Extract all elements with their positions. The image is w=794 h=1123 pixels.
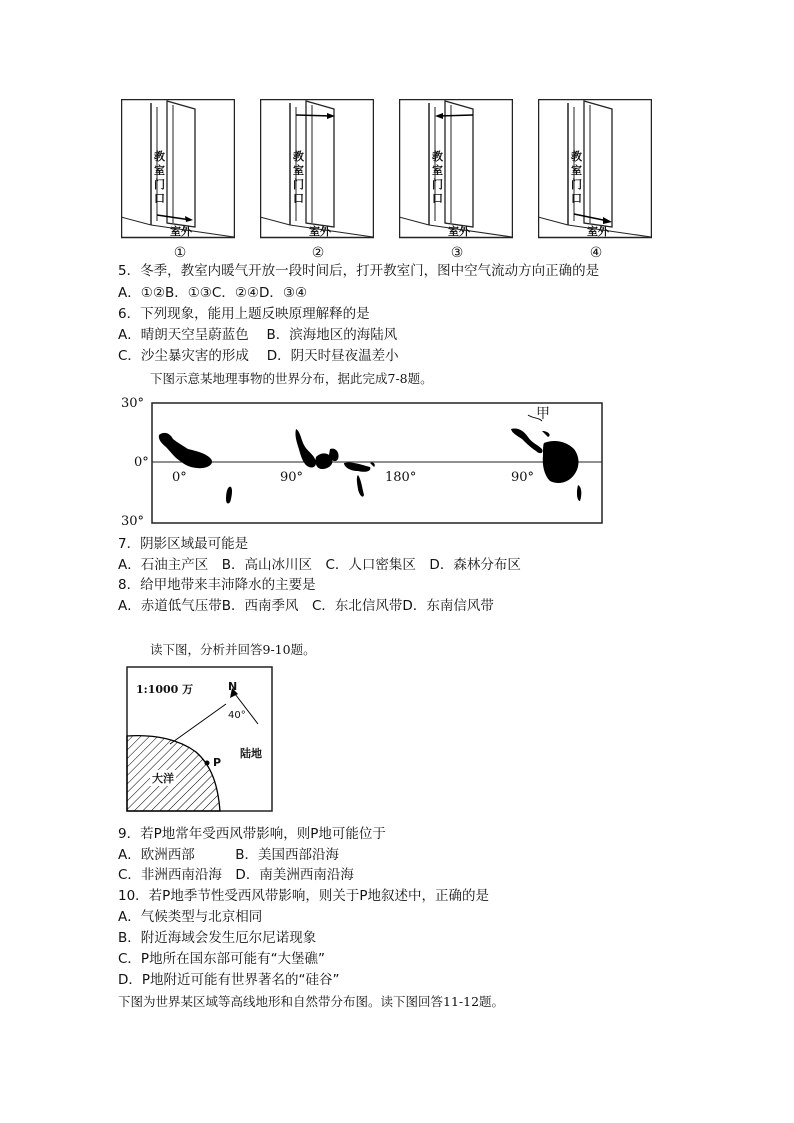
door-1-outside-label: 室外 <box>170 225 192 238</box>
question-9-stem: 9．若P地常年受西风带影响，则P地可能位于 <box>118 826 386 842</box>
door-2-figure <box>260 99 374 239</box>
marker-jia: 甲 <box>536 406 550 422</box>
question-7-options: A．石油主产区 B．高山冰川区 C．人口密集区 D．森林分布区 <box>118 557 521 573</box>
latitude-label-equator: 0° <box>134 455 149 470</box>
door-label-char: 室 <box>571 164 582 177</box>
door-1-label <box>154 150 168 206</box>
question-5-options: A．①②B．①③C．②④D．③④ <box>118 285 308 301</box>
question-10-option-c: C．P地所在国东部可能有“大堡礁” <box>118 951 326 967</box>
door-label-char: 口 <box>432 192 443 205</box>
door-2-number: ② <box>311 245 325 261</box>
door-label-char: 口 <box>571 192 582 205</box>
question-8-stem: 8．给甲地带来丰沛降水的主要是 <box>118 577 316 593</box>
question-9-options-ab: A．欧洲西部 B．美国西部沿海 <box>118 847 339 863</box>
door-2-label <box>293 150 307 206</box>
question-7-stem: 7．阴影区域最可能是 <box>118 536 249 552</box>
door-3-outside-label: 室外 <box>448 225 470 238</box>
intro-9-10: 读下图，分析并回答9-10题。 <box>150 642 316 657</box>
door-label-char: 室 <box>293 164 304 177</box>
door-3-label <box>432 150 446 206</box>
door-label-char: 门 <box>571 178 582 191</box>
door-label-char: 门 <box>432 178 443 191</box>
door-label-char: 教 <box>432 150 443 163</box>
door-3-number: ③ <box>450 245 464 261</box>
door-3-figure <box>399 99 513 239</box>
longitude-label-0: 0° <box>172 470 187 485</box>
door-label-char: 教 <box>154 150 165 163</box>
door-4-label <box>571 150 585 206</box>
longitude-label-180: 180° <box>385 470 417 485</box>
question-5-stem: 5．冬季，教室内暖气开放一段时间后，打开教室门，图中空气流动方向正确的是 <box>118 263 600 279</box>
land-label: 陆地 <box>240 747 262 760</box>
angle-label: 40° <box>228 710 246 721</box>
door-4-number: ④ <box>589 245 603 261</box>
question-6-stem: 6．下列现象，能用上题反映原理解释的是 <box>118 306 370 322</box>
longitude-label-90e: 90° <box>280 470 304 485</box>
latitude-label-30n: 30° <box>121 396 145 411</box>
ocean-label: 大洋 <box>152 772 174 785</box>
intro-7-8: 下图示意某地理事物的世界分布，据此完成7-8题。 <box>150 371 433 386</box>
question-9-options-cd: C．非洲西南沿海 D．南美洲西南沿海 <box>118 867 354 883</box>
door-label-char: 室 <box>432 164 443 177</box>
door-label-char: 室 <box>154 164 165 177</box>
latitude-label-30s: 30° <box>121 514 145 529</box>
question-8-options: A．赤道低气压带B．西南季风 C．东北信风带D．东南信风带 <box>118 598 494 614</box>
question-6-options-ab: A．晴朗天空呈蔚蓝色 B．滨海地区的海陆风 <box>118 327 398 343</box>
intro-11-12: 下图为世界某区域等高线地形和自然带分布图。读下图回答11-12题。 <box>118 994 505 1009</box>
question-10-option-a: A．气候类型与北京相同 <box>118 909 263 925</box>
question-10-option-b: B．附近海域会发生厄尔尼诺现象 <box>118 930 317 946</box>
door-label-char: 口 <box>154 192 165 205</box>
door-4-outside-label: 室外 <box>587 225 609 238</box>
door-label-char: 门 <box>154 178 165 191</box>
door-label-char: 教 <box>571 150 582 163</box>
question-10-stem: 10．若P地季节性受西风带影响，则关于P地叙述中，正确的是 <box>118 888 489 904</box>
door-label-char: 门 <box>293 178 304 191</box>
door-2-outside-label: 室外 <box>309 225 331 238</box>
door-label-char: 口 <box>293 192 304 205</box>
door-1-number: ① <box>173 245 187 261</box>
world-map-figure <box>118 395 608 530</box>
question-6-options-cd: C．沙尘暴灾害的形成 D．阴天时昼夜温差小 <box>118 348 399 364</box>
question-10-option-d: D．P地附近可能有世界著名的“硅谷” <box>118 972 340 988</box>
north-label: N <box>228 680 238 693</box>
point-p-label: P <box>213 756 222 769</box>
longitude-label-90w: 90° <box>511 470 535 485</box>
door-1-figure <box>121 99 235 239</box>
door-4-figure <box>538 99 652 239</box>
door-label-char: 教 <box>293 150 304 163</box>
map-scale-label: 1:1000 万 <box>136 683 194 696</box>
